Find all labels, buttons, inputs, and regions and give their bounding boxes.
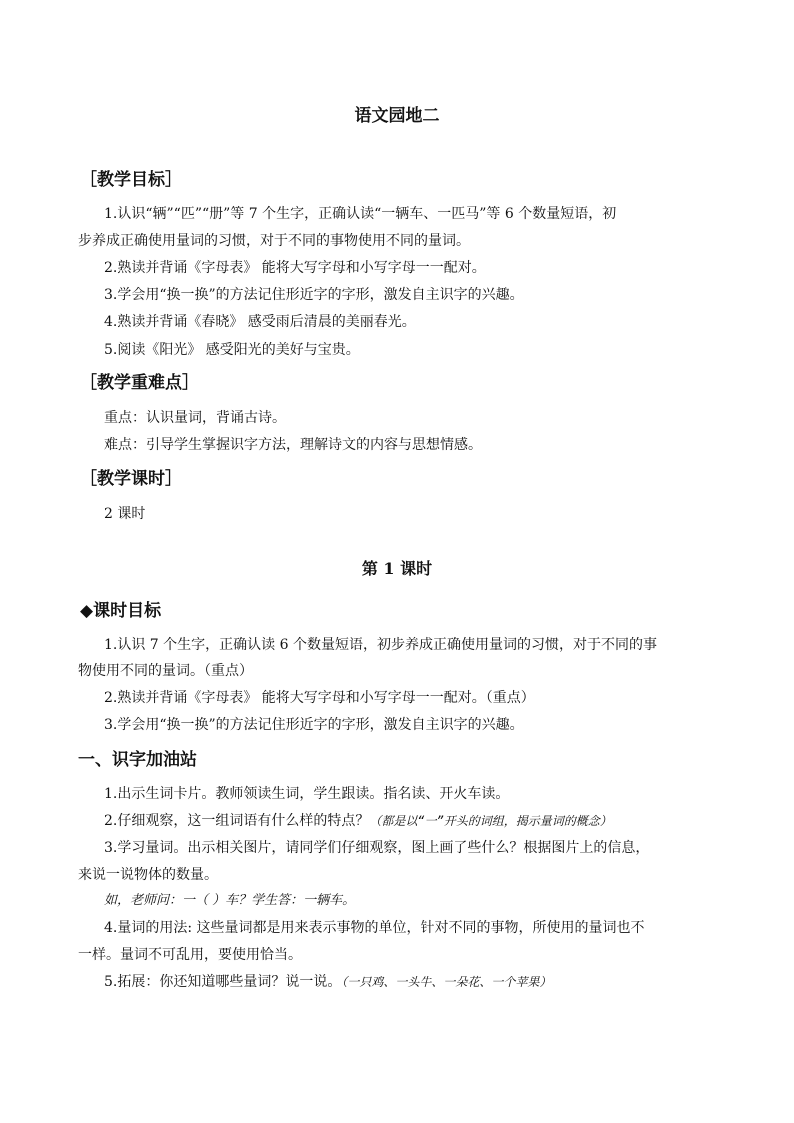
goal-line: 5.阅读《阳光》 感受阳光的美好与宝贵。 — [104, 342, 360, 358]
objective-line: 3.学会用“换一换”的方法记住形近字的字形，激发自主识字的兴趣。 — [104, 717, 524, 733]
lesson-objectives-heading: ◆课时目标 — [80, 601, 162, 621]
step-line: 一样。量词不可乱用，要使用恰当。 — [78, 947, 302, 963]
lesson-title: 第 1 课时 — [361, 559, 433, 578]
step-line: 1.出示生词卡片。教师领读生词，学生跟读。指名读、开火车读。 — [104, 786, 510, 802]
key-points-heading: ［教学重难点］ — [80, 373, 199, 393]
step-note: （一只鸡、一头牛、一朵花、一个苹果） — [341, 975, 552, 989]
page-title: 语文园地二 — [354, 106, 440, 126]
step-note: （都是以“一”开头的词组，揭示量词的概念） — [369, 814, 612, 828]
goal-line: 1.认识“辆”“匹”“册”等 7 个生字，正确认读“一辆车、一匹马”等 6 个数量短语，初 — [104, 206, 617, 222]
step-text: 5.拓展：你还知道哪些量词？说一说。 — [104, 974, 342, 990]
literacy-station-heading: 一、识字加油站 — [78, 750, 197, 770]
class-hours-value: 2 课时 — [104, 506, 146, 522]
step-line — [104, 971, 551, 993]
step-line: 3.学习量词。出示相关图片，请同学们仔细观察，图上画了些什么？根据图片上的信息， — [104, 840, 650, 856]
class-hours-heading: ［教学课时］ — [80, 469, 182, 489]
key-point-line: 重点：认识量词，背诵古诗。 — [104, 410, 286, 426]
objective-line: 物使用不同的量词。（重点） — [78, 663, 253, 679]
objective-line: 1.认识 7 个生字，正确认读 6 个数量短语，初步养成正确使用量词的习惯，对于不同的事 — [104, 637, 657, 653]
difficulty-line: 难点：引导学生掌握识字方法，理解诗文的内容与思想情感。 — [104, 437, 482, 453]
teaching-goals-heading: ［教学目标］ — [80, 170, 182, 190]
step-text: 2.仔细观察，这一组词语有什么样的特点？ — [104, 813, 370, 829]
step-line — [104, 810, 612, 832]
step-line: 4.量词的用法: 这些量词都是用来表示事物的单位，针对不同的事物，所使用的量词也不 — [104, 920, 645, 936]
step-line: 来说一说物体的数量。 — [78, 867, 218, 883]
goal-line: 步养成正确使用量词的习惯，对于不同的事物使用不同的量词。 — [78, 233, 470, 249]
goal-line: 3.学会用“换一换”的方法记住形近字的字形，激发自主识字的兴趣。 — [104, 287, 524, 303]
example-line: 如，老师问：一（ ）车？学生答：一辆车。 — [104, 893, 356, 908]
objective-line: 2.熟读并背诵《字母表》 能将大写字母和小写字母一一配对。（重点） — [104, 690, 535, 706]
goal-line: 2.熟读并背诵《字母表》 能将大写字母和小写字母一一配对。 — [104, 260, 486, 276]
goal-line: 4.熟读并背诵《春晓》 感受雨后清晨的美丽春光。 — [104, 314, 416, 330]
